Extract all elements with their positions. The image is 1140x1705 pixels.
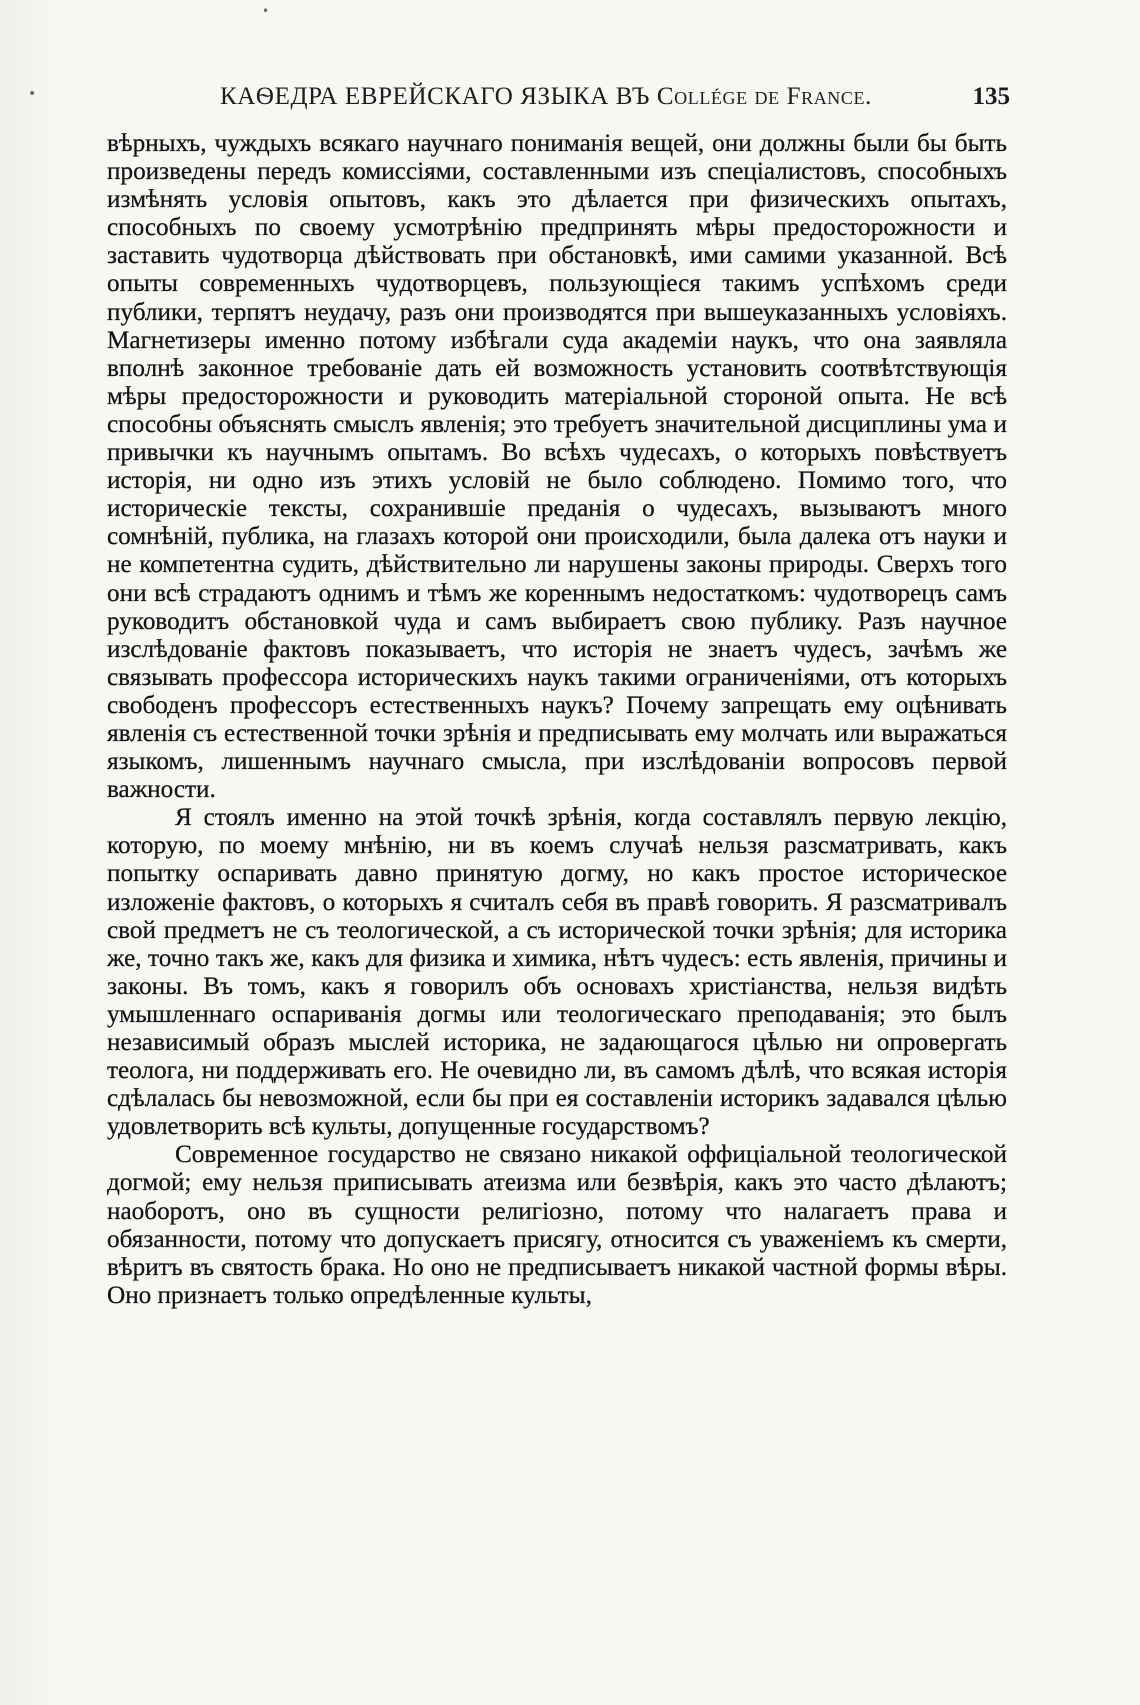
paragraph: вѣрныхъ, чуждыхъ всякаго научнаго пониманія вещей, они должны были бы быть произведены передъ комиссіями, составленными изъ спеціалистовъ, способныхъ измѣнять условія опытовъ, какъ это дѣлается при физическихъ опытахъ, способныхъ по своему усмотрѣнію предпринять мѣры предосторожности и заставить чудотворца дѣйствовать при обстановкѣ, ими самими указанной. Всѣ опыты современныхъ чудотворцевъ, пользующіеся такимъ успѣхомъ среди публики, терпятъ неудачу, разъ они производятся при вышеуказанныхъ условіяхъ. Магнетизеры именно потому избѣгали суда академіи наукъ, что она заявляла вполнѣ законное требованіе дать ей возможность установить соотвѣтствующія мѣры предосторожности и руководить матеріальной стороной опыта. Не всѣ способны объяснять смыслъ явленія; это требуетъ значительной дисциплины ума и привычки къ научнымъ опытамъ. Во всѣхъ чудесахъ, о которыхъ повѣствуетъ исторія, ни одно изъ этихъ условій не было соблюдено. Помимо того, что историческіе тексты, сохранившіе преданія о чудесахъ, вызываютъ много сомнѣній, публика, на глазахъ которой они происходили, была далека отъ науки и не компетентна судить, дѣйствительно ли нарушены законы природы. Сверхъ того они всѣ страдаютъ однимъ и тѣмъ же кореннымъ недостаткомъ: чудотворецъ самъ руководитъ обстановкой чуда и самъ выбираетъ свою публику. Разъ научное изслѣдованіе фактовъ показываетъ, что исторія не знаетъ чудесъ, зачѣмъ же связывать профессора историческихъ наукъ такими ограниченіями, отъ которыхъ свободенъ профессоръ естественныхъ наукъ? Почему запрещать ему оцѣнивать явленія съ естественной точки зрѣнія и предписывать ему молчать или выражаться языкомъ, лишеннымъ научнаго смысла, при изслѣдованіи вопросовъ первой важности. bbox=[107, 130, 1007, 804]
scan-speck-icon: • bbox=[262, 4, 270, 18]
page-number: 135 bbox=[972, 83, 1010, 110]
paragraph: Современное государство не связано никакой оффиціальной теологической догмой; ему нельзя приписывать атеизма или безвѣрія, какъ это часто дѣлаютъ; наоборотъ, оно въ сущности религіозно, потому что налагаетъ права и обязанности, потому что допускаетъ присягу, относится съ уваженіемъ къ смерти, вѣритъ въ святость брака. Но оно не предписываетъ никакой частной формы вѣры. Оно признаетъ только опредѣленные культы, bbox=[107, 1141, 1007, 1309]
running-head bbox=[220, 83, 1010, 115]
body-text bbox=[107, 130, 1007, 1310]
scan-margin bbox=[0, 0, 60, 1705]
paragraph: Я стоялъ именно на этой точкѣ зрѣнія, когда составлялъ первую лекцію, которую, по моему мнѣнію, ни въ коемъ случаѣ нельзя разсматривать, какъ попытку оспаривать давно принятую догму, но какъ простое историческое изложеніе фактовъ, о которыхъ я считалъ себя въ правѣ говорить. Я разсматривалъ свой предметъ не съ теологической, а съ исторической точки зрѣнія; для историка же, точно такъ же, какъ для физика и химика, нѣтъ чудесъ: есть явленія, причины и законы. Въ томъ, какъ я говорилъ объ основахъ христіанства, нельзя видѣть умышленнаго оспариванія догмы или теологическаго преподаванія; это былъ независимый образъ мыслей историка, не задающагося цѣлью ни опровергать теолога, ни поддерживать его. Не очевидно ли, въ самомъ дѣлѣ, что всякая исторія сдѣлалась бы невозможной, если бы при ея составленіи историкъ задавался цѣлью удовлетворить всѣ культы, допущенные государствомъ? bbox=[107, 804, 1007, 1141]
running-title: КАѲЕДРА ЕВРЕЙСКАГО ЯЗЫКА ВЪ Collége de France. bbox=[220, 83, 872, 110]
scan-speck-icon: • bbox=[28, 86, 37, 102]
